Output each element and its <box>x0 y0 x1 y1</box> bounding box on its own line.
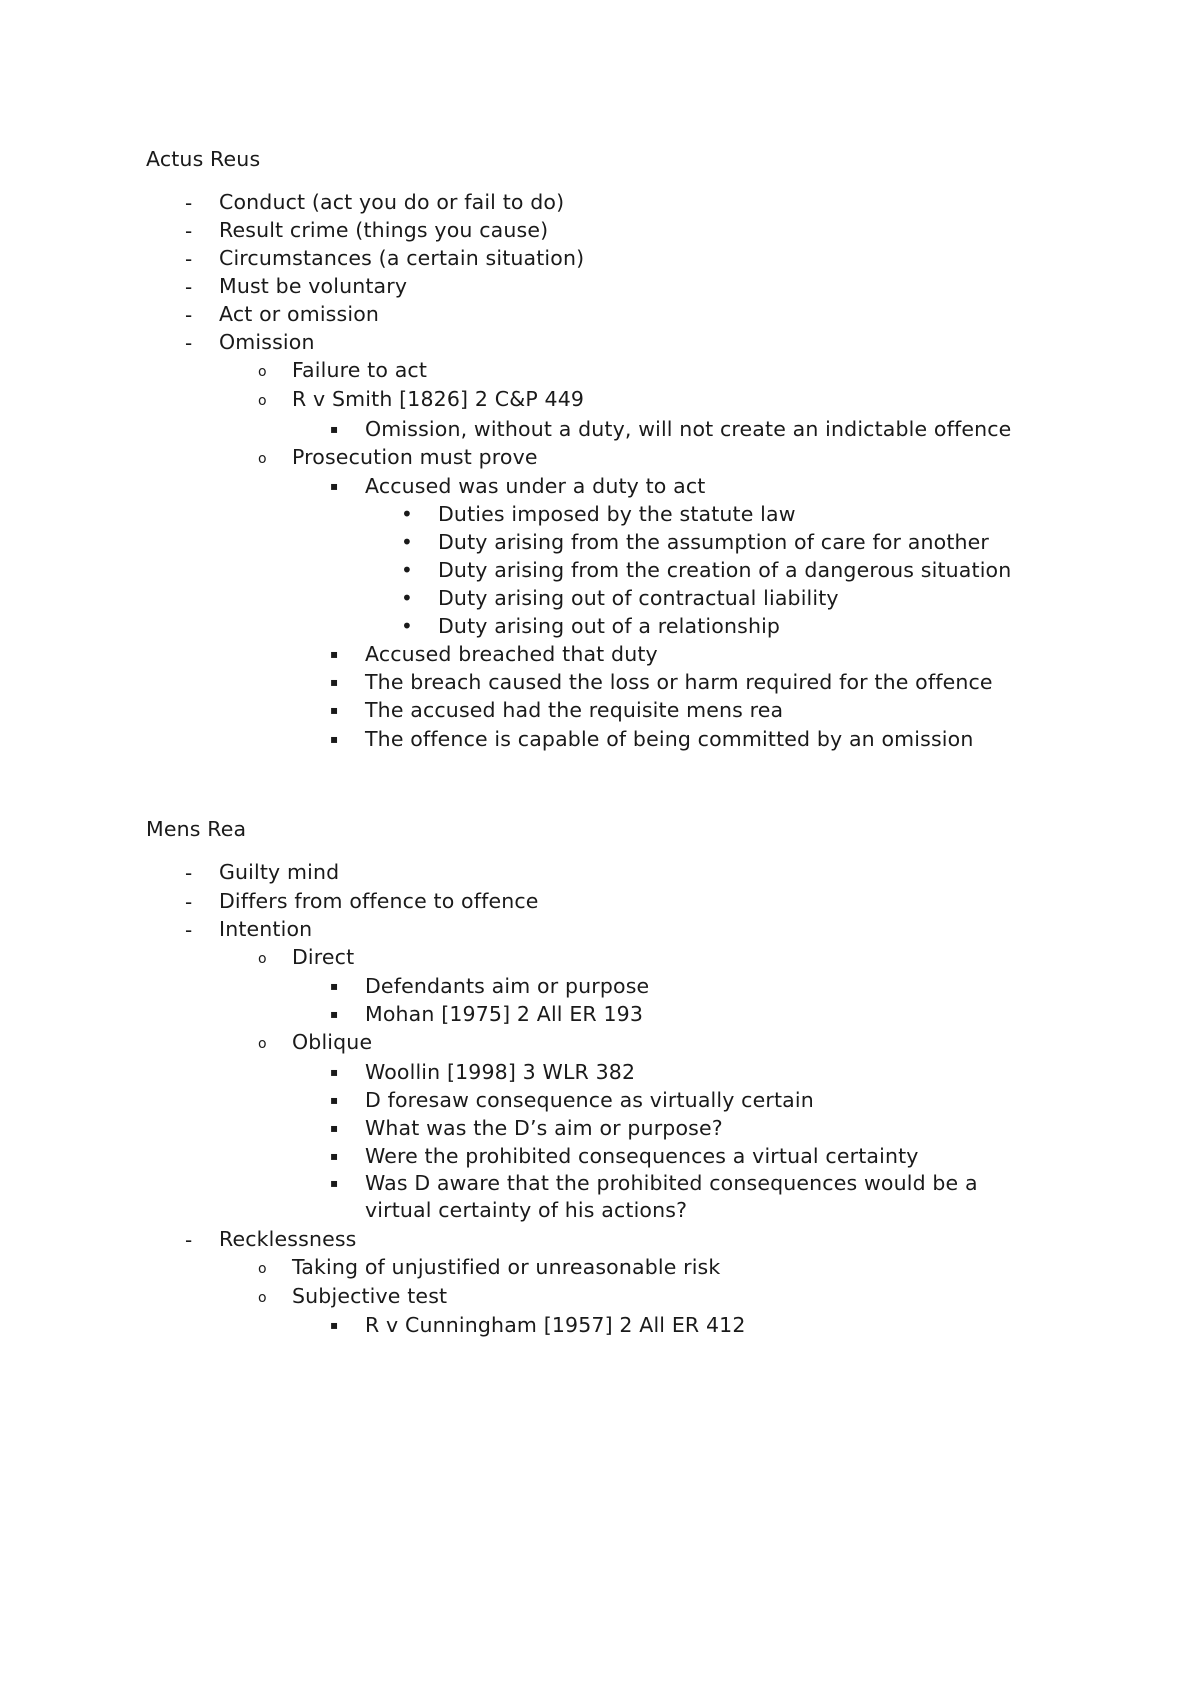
bullet-dash: - <box>185 219 193 243</box>
bullet-circle: o <box>258 1036 267 1052</box>
list-item: Defendants aim or purpose <box>365 974 650 998</box>
bullet-dot: • <box>401 502 413 526</box>
list-item: Mohan [1975] 2 All ER 193 <box>365 1002 644 1026</box>
bullet-dash: - <box>185 861 193 885</box>
bullet-dash: - <box>185 890 193 914</box>
bullet-dot: • <box>401 614 413 638</box>
list-item: Act or omission <box>219 302 380 326</box>
list-item: Taking of unjustified or unreasonable risk <box>292 1255 721 1279</box>
list-item: Must be voluntary <box>219 274 408 298</box>
bullet-square: ▪ <box>330 732 339 746</box>
list-item: Was D aware that the prohibited consequences would be a <box>365 1171 978 1195</box>
bullet-square: ▪ <box>330 1121 339 1135</box>
list-item: Woollin [1998] 3 WLR 382 <box>365 1060 636 1084</box>
bullet-circle: o <box>258 451 267 467</box>
bullet-square: ▪ <box>330 675 339 689</box>
list-item: Differs from offence to offence <box>219 889 539 913</box>
list-item: Conduct (act you do or fail to do) <box>219 190 565 214</box>
bullet-circle: o <box>258 364 267 380</box>
bullet-dot: • <box>401 586 413 610</box>
bullet-dash: - <box>185 275 193 299</box>
list-item: The accused had the requisite mens rea <box>365 698 784 722</box>
list-item: Omission, without a duty, will not create an indictable offence <box>365 417 1012 441</box>
list-item: Duty arising out of a relationship <box>438 614 781 638</box>
list-item: Circumstances (a certain situation) <box>219 246 585 270</box>
bullet-square: ▪ <box>330 422 339 436</box>
bullet-square: ▪ <box>330 1318 339 1332</box>
bullet-circle: o <box>258 1290 267 1306</box>
list-item: Recklessness <box>219 1227 357 1251</box>
list-item: What was the D’s aim or purpose? <box>365 1116 723 1140</box>
bullet-circle: o <box>258 951 267 967</box>
bullet-dash: - <box>185 1228 193 1252</box>
list-item: Intention <box>219 917 313 941</box>
mens-rea-heading: Mens Rea <box>146 817 247 841</box>
list-item: Duty arising out of contractual liability <box>438 586 839 610</box>
list-item: Prosecution must prove <box>292 445 538 469</box>
bullet-square: ▪ <box>330 1065 339 1079</box>
bullet-circle: o <box>258 1261 267 1277</box>
actus-reus-heading: Actus Reus <box>146 147 261 171</box>
bullet-dash: - <box>185 918 193 942</box>
list-item: Accused breached that duty <box>365 642 658 666</box>
list-item: Direct <box>292 945 355 969</box>
list-item: Duties imposed by the statute law <box>438 502 796 526</box>
bullet-square: ▪ <box>330 479 339 493</box>
bullet-square: ▪ <box>330 647 339 661</box>
list-item: Duty arising from the creation of a dangerous situation <box>438 558 1012 582</box>
list-item: R v Cunningham [1957] 2 All ER 412 <box>365 1313 746 1337</box>
bullet-circle: o <box>258 393 267 409</box>
list-item: Omission <box>219 330 315 354</box>
list-item: Subjective test <box>292 1284 448 1308</box>
bullet-dash: - <box>185 191 193 215</box>
list-item-continuation: virtual certainty of his actions? <box>365 1198 688 1222</box>
bullet-dot: • <box>401 558 413 582</box>
list-item: Result crime (things you cause) <box>219 218 549 242</box>
bullet-square: ▪ <box>330 1176 339 1190</box>
list-item: Duty arising from the assumption of care for another <box>438 530 989 554</box>
list-item: Failure to act <box>292 358 428 382</box>
bullet-dash: - <box>185 303 193 327</box>
list-item: D foresaw consequence as virtually certain <box>365 1088 814 1112</box>
list-item: The breach caused the loss or harm required for the offence <box>365 670 993 694</box>
list-item: Oblique <box>292 1030 373 1054</box>
bullet-square: ▪ <box>330 979 339 993</box>
bullet-dash: - <box>185 247 193 271</box>
list-item: Accused was under a duty to act <box>365 474 706 498</box>
bullet-square: ▪ <box>330 1093 339 1107</box>
list-item: The offence is capable of being committed by an omission <box>365 727 974 751</box>
bullet-square: ▪ <box>330 1149 339 1163</box>
bullet-square: ▪ <box>330 1007 339 1021</box>
bullet-dot: • <box>401 530 413 554</box>
list-item: Were the prohibited consequences a virtual certainty <box>365 1144 919 1168</box>
list-item: Guilty mind <box>219 860 340 884</box>
bullet-dash: - <box>185 331 193 355</box>
bullet-square: ▪ <box>330 703 339 717</box>
list-item: R v Smith [1826] 2 C&P 449 <box>292 387 585 411</box>
